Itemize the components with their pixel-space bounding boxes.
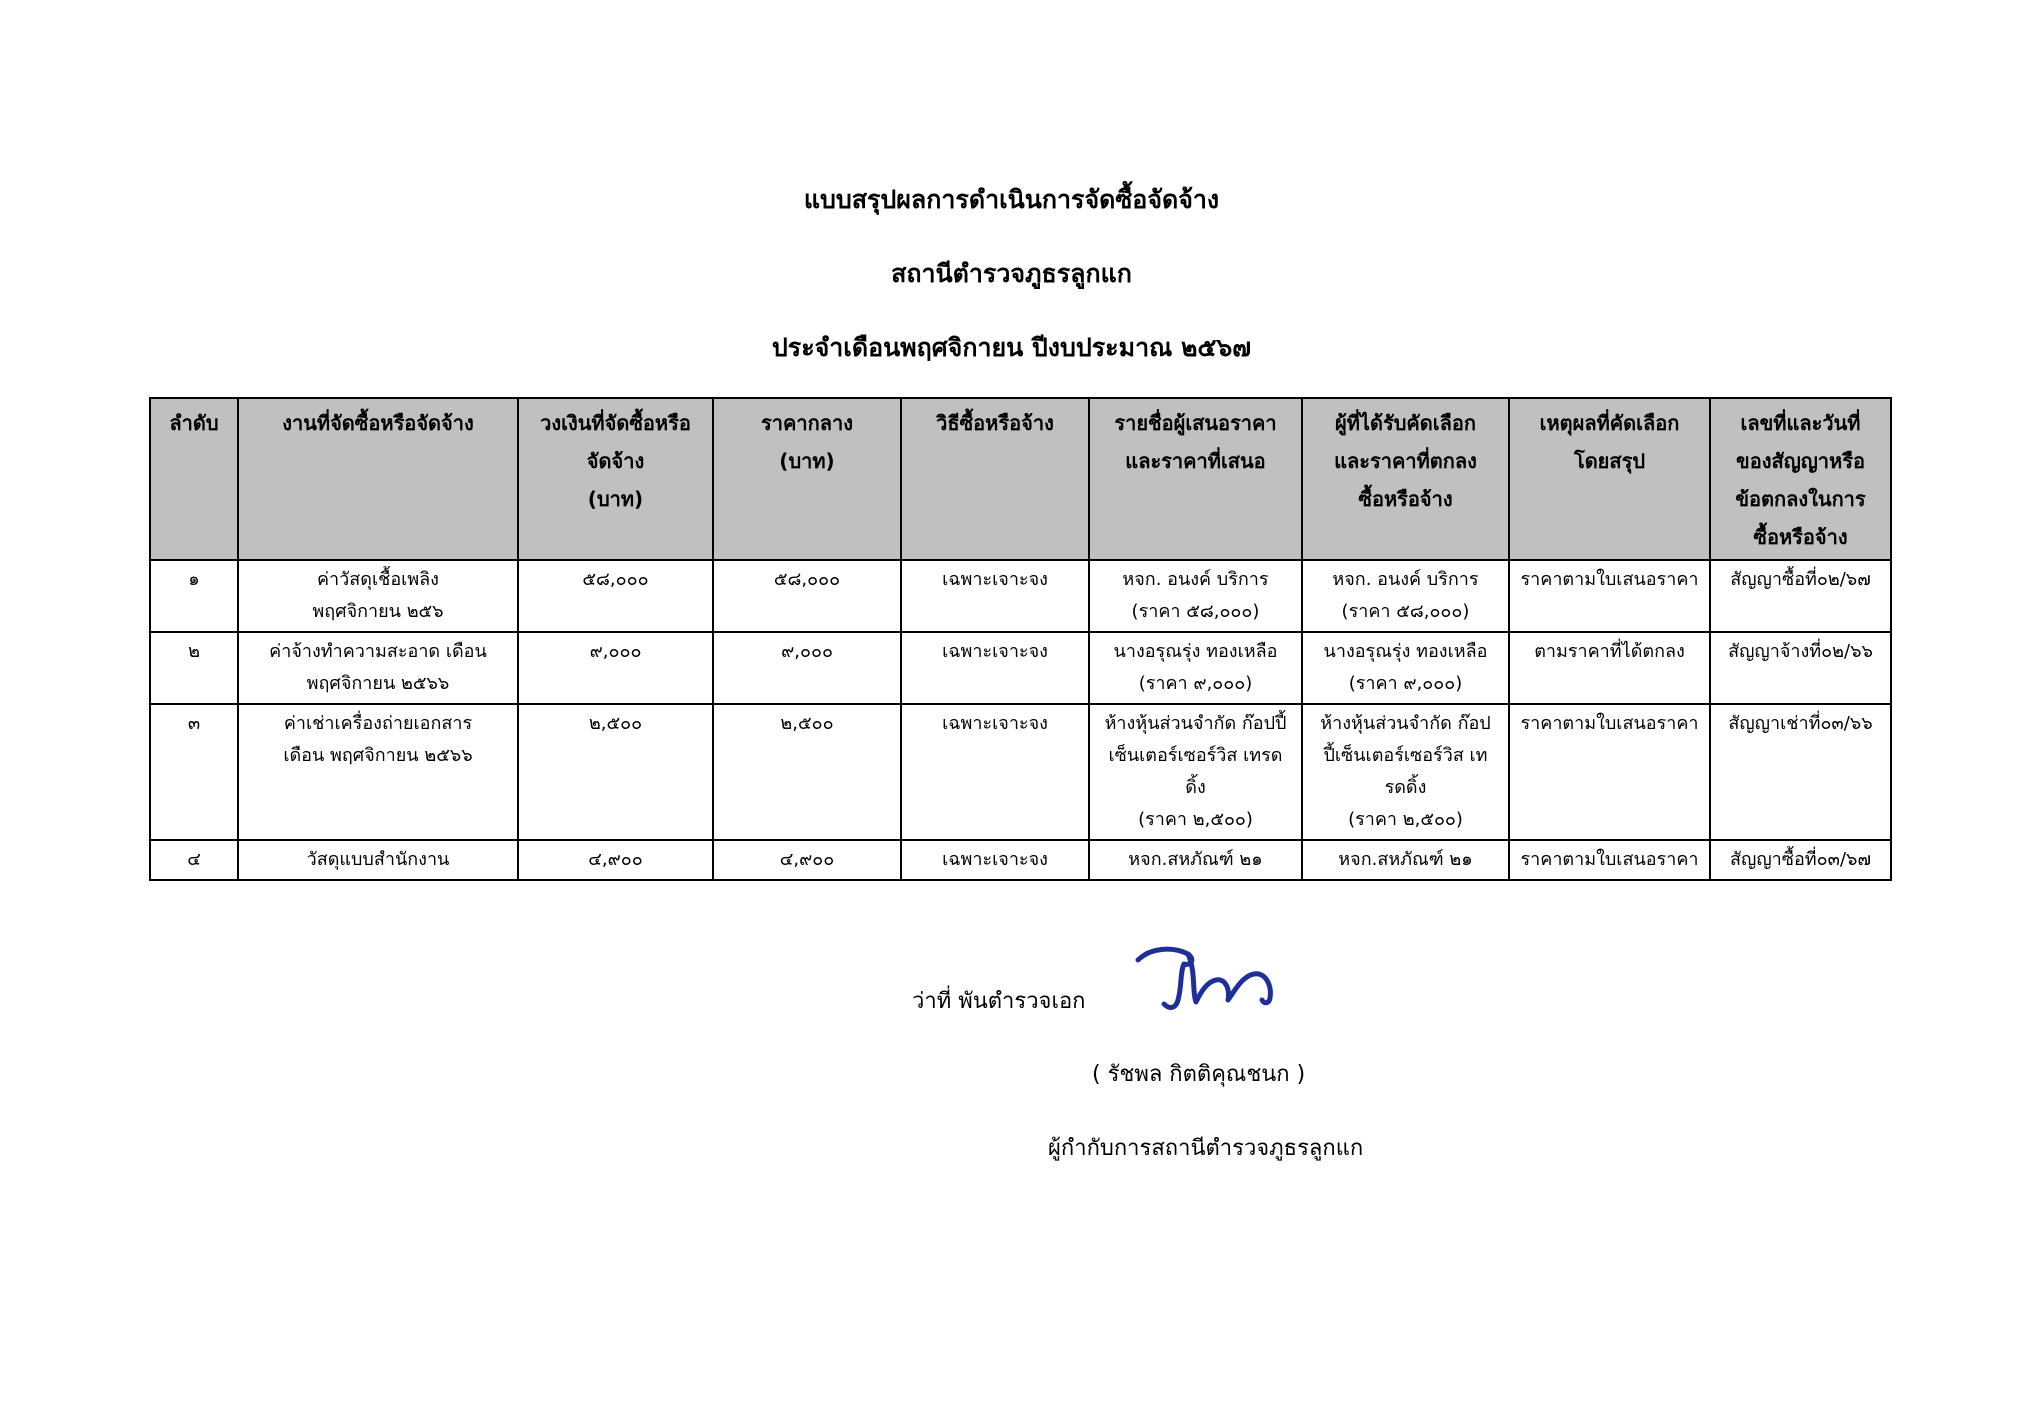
col-header-budget (518, 398, 713, 560)
cell-contract: สัญญาเช่าที่๐๓/๖๖ (1710, 704, 1891, 840)
report-period: ประจำเดือนพฤศจิกายน ปีงบประมาณ ๒๕๖๗ (771, 333, 1252, 362)
agency-name: สถานีตำรวจภูธรลูกแก (891, 259, 1132, 288)
cell-bidders (1089, 632, 1302, 704)
table-row (150, 704, 1891, 840)
cell-text-line: ปี้เซ็นเตอร์เซอร์วิส เท (1323, 745, 1488, 766)
cell-text-line: และราคาที่เสนอ (1125, 449, 1266, 473)
table-row (150, 632, 1891, 704)
cell-text-line: เดือน พฤศจิกายน ๒๕๖๖ (283, 745, 473, 766)
cell-method: เฉพาะเจาะจง (901, 560, 1089, 632)
cell-text-line: ผู้ที่ได้รับคัดเลือก (1335, 411, 1476, 435)
cell-no: ๔ (150, 840, 238, 880)
document-title: แบบสรุปผลการดำเนินการจัดซื้อจัดจ้าง (803, 185, 1220, 214)
cell-bidders (1089, 704, 1302, 840)
col-header-reason (1509, 398, 1710, 560)
cell-text-line: ของสัญญาหรือ (1736, 449, 1865, 473)
cell-text-line: (บาท) (779, 449, 835, 473)
cell-text-line: ข้อตกลงในการ (1735, 487, 1866, 511)
table-body (150, 560, 1891, 880)
cell-text-line: (ราคา ๒,๕๐๐) (1348, 809, 1463, 830)
cell-budget: ๕๘,๐๐๐ (518, 560, 713, 632)
cell-text-line: (ราคา ๕๘,๐๐๐) (1341, 601, 1470, 622)
cell-bidders (1089, 560, 1302, 632)
cell-text-line: จัดจ้าง (586, 449, 645, 473)
cell-text-line: นางอรุณรุ่ง ทองเหลือ (1323, 641, 1488, 662)
cell-item (238, 840, 518, 880)
signatory-position: ผู้กำกับการสถานีตำรวจภูธรลูกแก (1048, 1136, 1364, 1161)
cell-text-line: เหตุผลที่คัดเลือก (1539, 411, 1680, 435)
cell-text-line: นางอรุณรุ่ง ทองเหลือ (1113, 641, 1278, 662)
procurement-summary-table (149, 397, 1892, 881)
cell-contract: สัญญาซื้อที่๐๓/๖๗ (1710, 840, 1891, 880)
col-header-method (901, 398, 1089, 560)
cell-text-line: (ราคา ๙,๐๐๐) (1348, 673, 1463, 694)
col-header-selected (1302, 398, 1509, 560)
cell-text-line: และราคาที่ตกลง (1334, 449, 1477, 473)
table-row (150, 840, 1891, 880)
cell-text-line: (ราคา ๒,๕๐๐) (1138, 809, 1253, 830)
col-header-contract (1710, 398, 1891, 560)
cell-bidders (1089, 840, 1302, 880)
cell-no: ๒ (150, 632, 238, 704)
cell-text-line: งานที่จัดซื้อหรือจัดจ้าง (282, 411, 474, 435)
cell-text-line: (ราคา ๙,๐๐๐) (1138, 673, 1253, 694)
cell-text-line: พฤศจิกายน ๒๕๖ (312, 601, 444, 622)
col-header-median-price (713, 398, 901, 560)
cell-text-line: รายชื่อผู้เสนอราคา (1114, 411, 1277, 435)
cell-text-line: หจก.สหภัณฑ์ ๒๑ (1338, 849, 1473, 870)
cell-text-line: ราคากลาง (761, 411, 853, 435)
cell-median-price: ๕๘,๐๐๐ (713, 560, 901, 632)
table-header-row (150, 398, 1891, 560)
cell-selected (1302, 632, 1509, 704)
cell-method: เฉพาะเจาะจง (901, 704, 1089, 840)
cell-no: ๓ (150, 704, 238, 840)
cell-text-line: เซ็นเตอร์เซอร์วิส เทรด (1108, 745, 1283, 766)
col-header-bidders (1089, 398, 1302, 560)
cell-median-price: ๙,๐๐๐ (713, 632, 901, 704)
cell-text-line: ห้างหุ้นส่วนจำกัด ก๊อป (1320, 713, 1491, 734)
cell-selected (1302, 840, 1509, 880)
cell-reason: ตามราคาที่ได้ตกลง (1509, 632, 1710, 704)
cell-text-line: ค่าจ้างทำความสะอาด เดือน (269, 641, 487, 662)
cell-median-price: ๒,๕๐๐ (713, 704, 901, 840)
cell-budget: ๒,๕๐๐ (518, 704, 713, 840)
cell-method: เฉพาะเจาะจง (901, 632, 1089, 704)
cell-contract: สัญญาซื้อที่๐๒/๖๗ (1710, 560, 1891, 632)
handwritten-signature (1130, 942, 1290, 1022)
cell-no: ๑ (150, 560, 238, 632)
cell-text-line: หจก. อนงค์ บริการ (1122, 569, 1269, 590)
cell-reason: ราคาตามใบเสนอราคา (1509, 560, 1710, 632)
cell-text-line: ค่าเช่าเครื่องถ่ายเอกสาร (283, 713, 473, 734)
cell-contract: สัญญาจ้างที่๐๒/๖๖ (1710, 632, 1891, 704)
cell-text-line: ซื้อหรือจ้าง (1358, 487, 1453, 511)
cell-method: เฉพาะเจาะจง (901, 840, 1089, 880)
cell-text-line: (ราคา ๕๘,๐๐๐) (1131, 601, 1260, 622)
cell-item (238, 704, 518, 840)
cell-reason: ราคาตามใบเสนอราคา (1509, 704, 1710, 840)
cell-text-line: โดยสรุป (1573, 449, 1646, 473)
signatory-name: ( รัชพล กิตติคุณชนก ) (1092, 1062, 1306, 1087)
cell-item (238, 632, 518, 704)
cell-text-line: ห้างหุ้นส่วนจำกัด ก๊อปปี้ (1104, 713, 1287, 734)
signatory-rank: ว่าที่ พันตำรวจเอก (912, 989, 1086, 1014)
cell-median-price: ๔,๙๐๐ (713, 840, 901, 880)
cell-selected (1302, 704, 1509, 840)
cell-text-line: หจก.สหภัณฑ์ ๒๑ (1128, 849, 1263, 870)
col-header-item (238, 398, 518, 560)
cell-text-line: หจก. อนงค์ บริการ (1332, 569, 1479, 590)
cell-text-line: ลำดับ (169, 411, 219, 435)
cell-item (238, 560, 518, 632)
cell-selected (1302, 560, 1509, 632)
cell-text-line: วิธีซื้อหรือจ้าง (936, 411, 1054, 435)
cell-text-line: พฤศจิกายน ๒๕๖๖ (306, 673, 450, 694)
cell-text-line: รดดิ้ง (1384, 777, 1427, 798)
cell-text-line: ค่าวัสดุเชื้อเพลิง (317, 569, 439, 590)
cell-text-line: ซื้อหรือจ้าง (1753, 525, 1848, 549)
table-row (150, 560, 1891, 632)
cell-reason: ราคาตามใบเสนอราคา (1509, 840, 1710, 880)
cell-text-line: วัสดุแบบสำนักงาน (306, 849, 450, 870)
cell-text-line: ดิ้ง (1185, 777, 1206, 798)
cell-text-line: (บาท) (587, 487, 644, 511)
col-header-no (150, 398, 238, 560)
cell-text-line: เลขที่และวันที่ (1740, 411, 1861, 435)
cell-text-line: วงเงินที่จัดซื้อหรือ (540, 411, 691, 435)
cell-budget: ๙,๐๐๐ (518, 632, 713, 704)
cell-budget: ๔,๙๐๐ (518, 840, 713, 880)
